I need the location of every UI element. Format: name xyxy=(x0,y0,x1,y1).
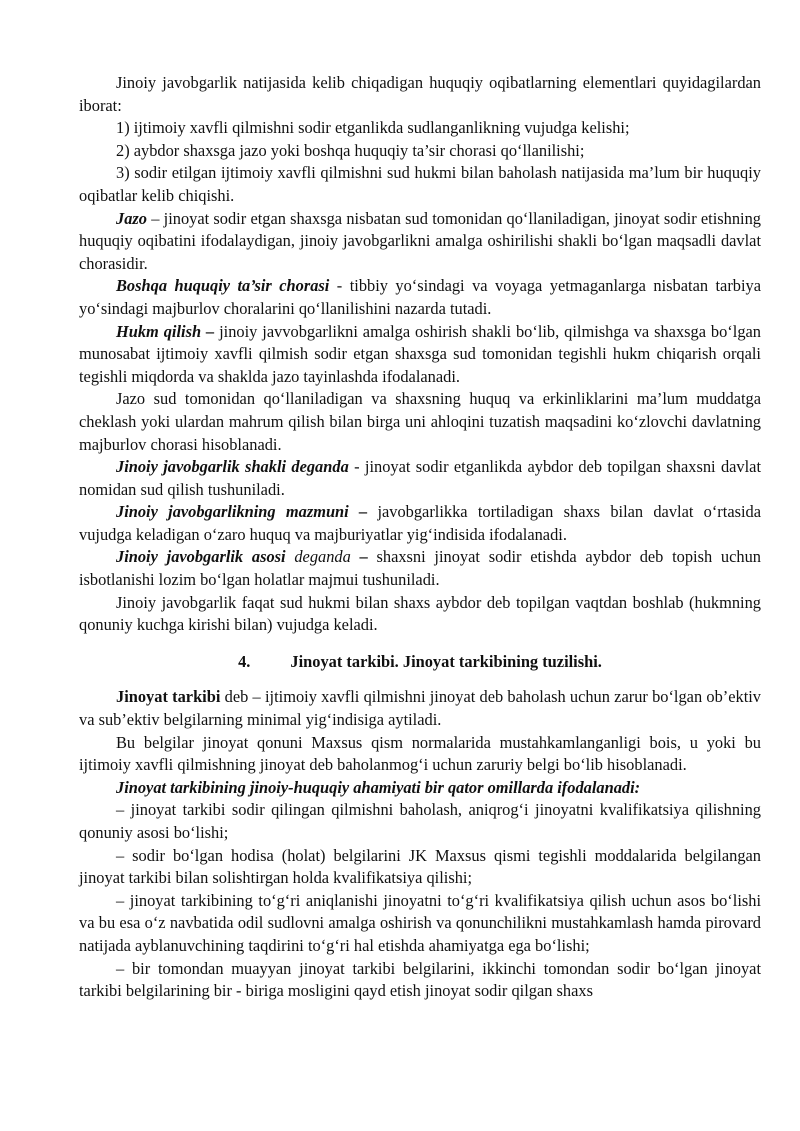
term-jazo: Jazo xyxy=(116,208,147,228)
definition-hukm-qilish: jinoiy javvobgarlikni amalga oshirish shakli bo‘lib, qilmishga va shaxsga bo‘lgan munosabat ijtimoiy xavfli qilmish sodir etgan shaxsga sud tomonidan tegishli hukm chiqarish orqali tegishli miqdorda va shaklda jazo tayinlashda ifodalanadi. xyxy=(79,321,761,386)
bullet-1: – jinoyat tarkibi sodir qilingan qilmishni baholash, aniqrog‘i jinoyatni kvalifikatsiya qilishning qonuniy asosi bo‘lishi; xyxy=(79,800,761,842)
paragraph-javobgarlik-mazmuni xyxy=(79,501,761,546)
term-boshqa-chora: Boshqa huquqiy ta’sir chorasi xyxy=(116,276,330,296)
bullet-2: – sodir bo‘lgan hodisa (holat) belgilarini JK Maxsus qismi tegishli moddalarida belgilangan jinoyat tarkibi bilan solishtirgan holda kvalifikatsiya qilishi; xyxy=(79,845,761,888)
definition-jazo: – jinoyat sodir etgan shaxsga nisbatan sud tomonidan qo‘llaniladigan, jinoyat sodir etishning huquqiy oqibatini ifodalaydigan, jinoiy javobgarlikni amalga oshirilishi shakli bo‘lgan maqsadli davlat chorasidir. xyxy=(79,208,761,273)
list-item-3: 3) sodir etilgan ijtimoiy xavfli qilmishni sud hukmi bilan baholash natijasida ma’lum bir huquqiy oqibatlar kelib chiqishi. xyxy=(79,163,761,205)
bullet-3: – jinoyat tarkibining to‘g‘ri aniqlanishi jinoyatni to‘g‘ri kvalifikatsiya qilish uchun asos bo‘lishi va bu esa o‘z navbatida odil sudlovni amalga oshirish va qonunchilikni mustahkamlash hamda pirovard natijada ayblanuvchining taqdirini to‘g‘ri hal etishda ahamiyatga ega bo‘lishi; xyxy=(79,890,761,955)
list-item-2: 2) aybdor shaxsga jazo yoki boshqa huquqiy ta’sir chorasi qo‘llanilishi; xyxy=(116,140,585,160)
paragraph-javobgarlik-vujudga: Jinoiy javobgarlik faqat sud hukmi bilan shaxs aybdor deb topilgan vaqtdan boshlab (hukmning qonuniy kuchga kirishi bilan) vujudga keladi. xyxy=(79,592,761,635)
document-page xyxy=(79,72,761,1003)
paragraph-belgilar: Bu belgilar jinoyat qonuni Maxsus qism normalarida mustahkamlanganligi bois, u yoki bu ijtimoiy xavfli qilmishning jinoyat deb baholanmog‘i uchun zaruriy belgi bo‘lib hisoblanadi. xyxy=(79,732,761,775)
paragraph-hukm-qilish xyxy=(79,321,761,389)
paragraph-javobgarlik-asosi xyxy=(79,546,761,591)
definition-jinoyat-tarkibi: deb – ijtimoiy xavfli qilmishni jinoyat deb baholash uchun zarur bo‘lgan ob’ektiv va sub’ektiv belgilarning minimal yig‘indisiga aytiladi. xyxy=(79,687,761,730)
definition-javobgarlik-asosi: shaxsni jinoyat sodir etishda aybdor deb topish uchun isbotlanishi lozim bo‘lgan holatlar majmui tushuniladi. xyxy=(79,547,761,590)
paragraph-ahamiyati-heading: Jinoyat tarkibining jinoiy-huquqiy ahamiyati bir qator omillarda ifodalanadi: xyxy=(116,777,641,797)
section-number: 4. xyxy=(238,651,251,671)
term-deganda: deganda xyxy=(285,547,351,567)
definition-javobgarlik-shakli: - jinoyat sodir etganlikda aybdor deb topilgan shaxsni davlat nomidan sud qilish tushuniladi. xyxy=(79,457,761,499)
paragraph-boshqa-chora xyxy=(79,275,761,320)
term-javobgarlik-asosi: Jinoiy javobgarlik asosi xyxy=(116,547,286,567)
paragraph-jazo-detail: Jazo sud tomonidan qo‘llaniladigan va shaxsning huquq va erkinliklarini ma’lum muddatga cheklash yoki ulardan mahrum qilish bilan birga uni ahloqini tuzatish maqsadini ko‘zlovchi davlatning majburlov chorasi hisoblanadi. xyxy=(79,389,761,454)
term-javobgarlik-mazmuni: Jinoiy javobgarlikning mazmuni – xyxy=(116,502,368,522)
paragraph-jazo xyxy=(79,208,761,276)
section-heading xyxy=(79,651,761,674)
term-javobgarlik-shakli: Jinoiy javobgarlik shakli deganda xyxy=(116,457,349,477)
paragraph-javobgarlik-shakli xyxy=(79,456,761,501)
section-title: Jinoyat tarkibi. Jinoyat tarkibining tuzilishi. xyxy=(290,651,602,671)
bullet-4: – bir tomondan muayyan jinoyat tarkibi belgilarini, ikkinchi tomondan sodir bo‘lgan jinoyat tarkibi belgilarining bir - biriga mosligini qayd etish jinoyat sodir qilgan shaxs xyxy=(79,958,761,1001)
definition-boshqa-chora: - tibbiy yo‘sindagi va voyaga yetmaganlarga nisbatan tarbiya yo‘sindagi majburlov choralarini qo‘llanilishini nazarda tutadi. xyxy=(79,276,761,318)
paragraph-consequences-intro: Jinoiy javobgarlik natijasida kelib chiqadigan huquqiy oqibatlarning elementlari quyidagilardan iborat: xyxy=(79,73,761,115)
term-hukm-qilish: Hukm qilish – xyxy=(116,321,215,341)
list-item-1: 1) ijtimoiy xavfli qilmishni sodir etganlikda sudlanganlikning vujudga kelishi; xyxy=(116,118,630,138)
definition-javobgarlik-mazmuni: javobgarlikka tortiladigan shaxs bilan davlat o‘rtasida vujudga keladigan o‘zaro huquq va majburiyatlar yig‘indisida ifodalanadi. xyxy=(79,502,761,544)
paragraph-jinoyat-tarkibi xyxy=(79,686,761,731)
term-dash: – xyxy=(350,547,368,567)
term-jinoyat-tarkibi: Jinoyat tarkibi xyxy=(116,687,221,707)
